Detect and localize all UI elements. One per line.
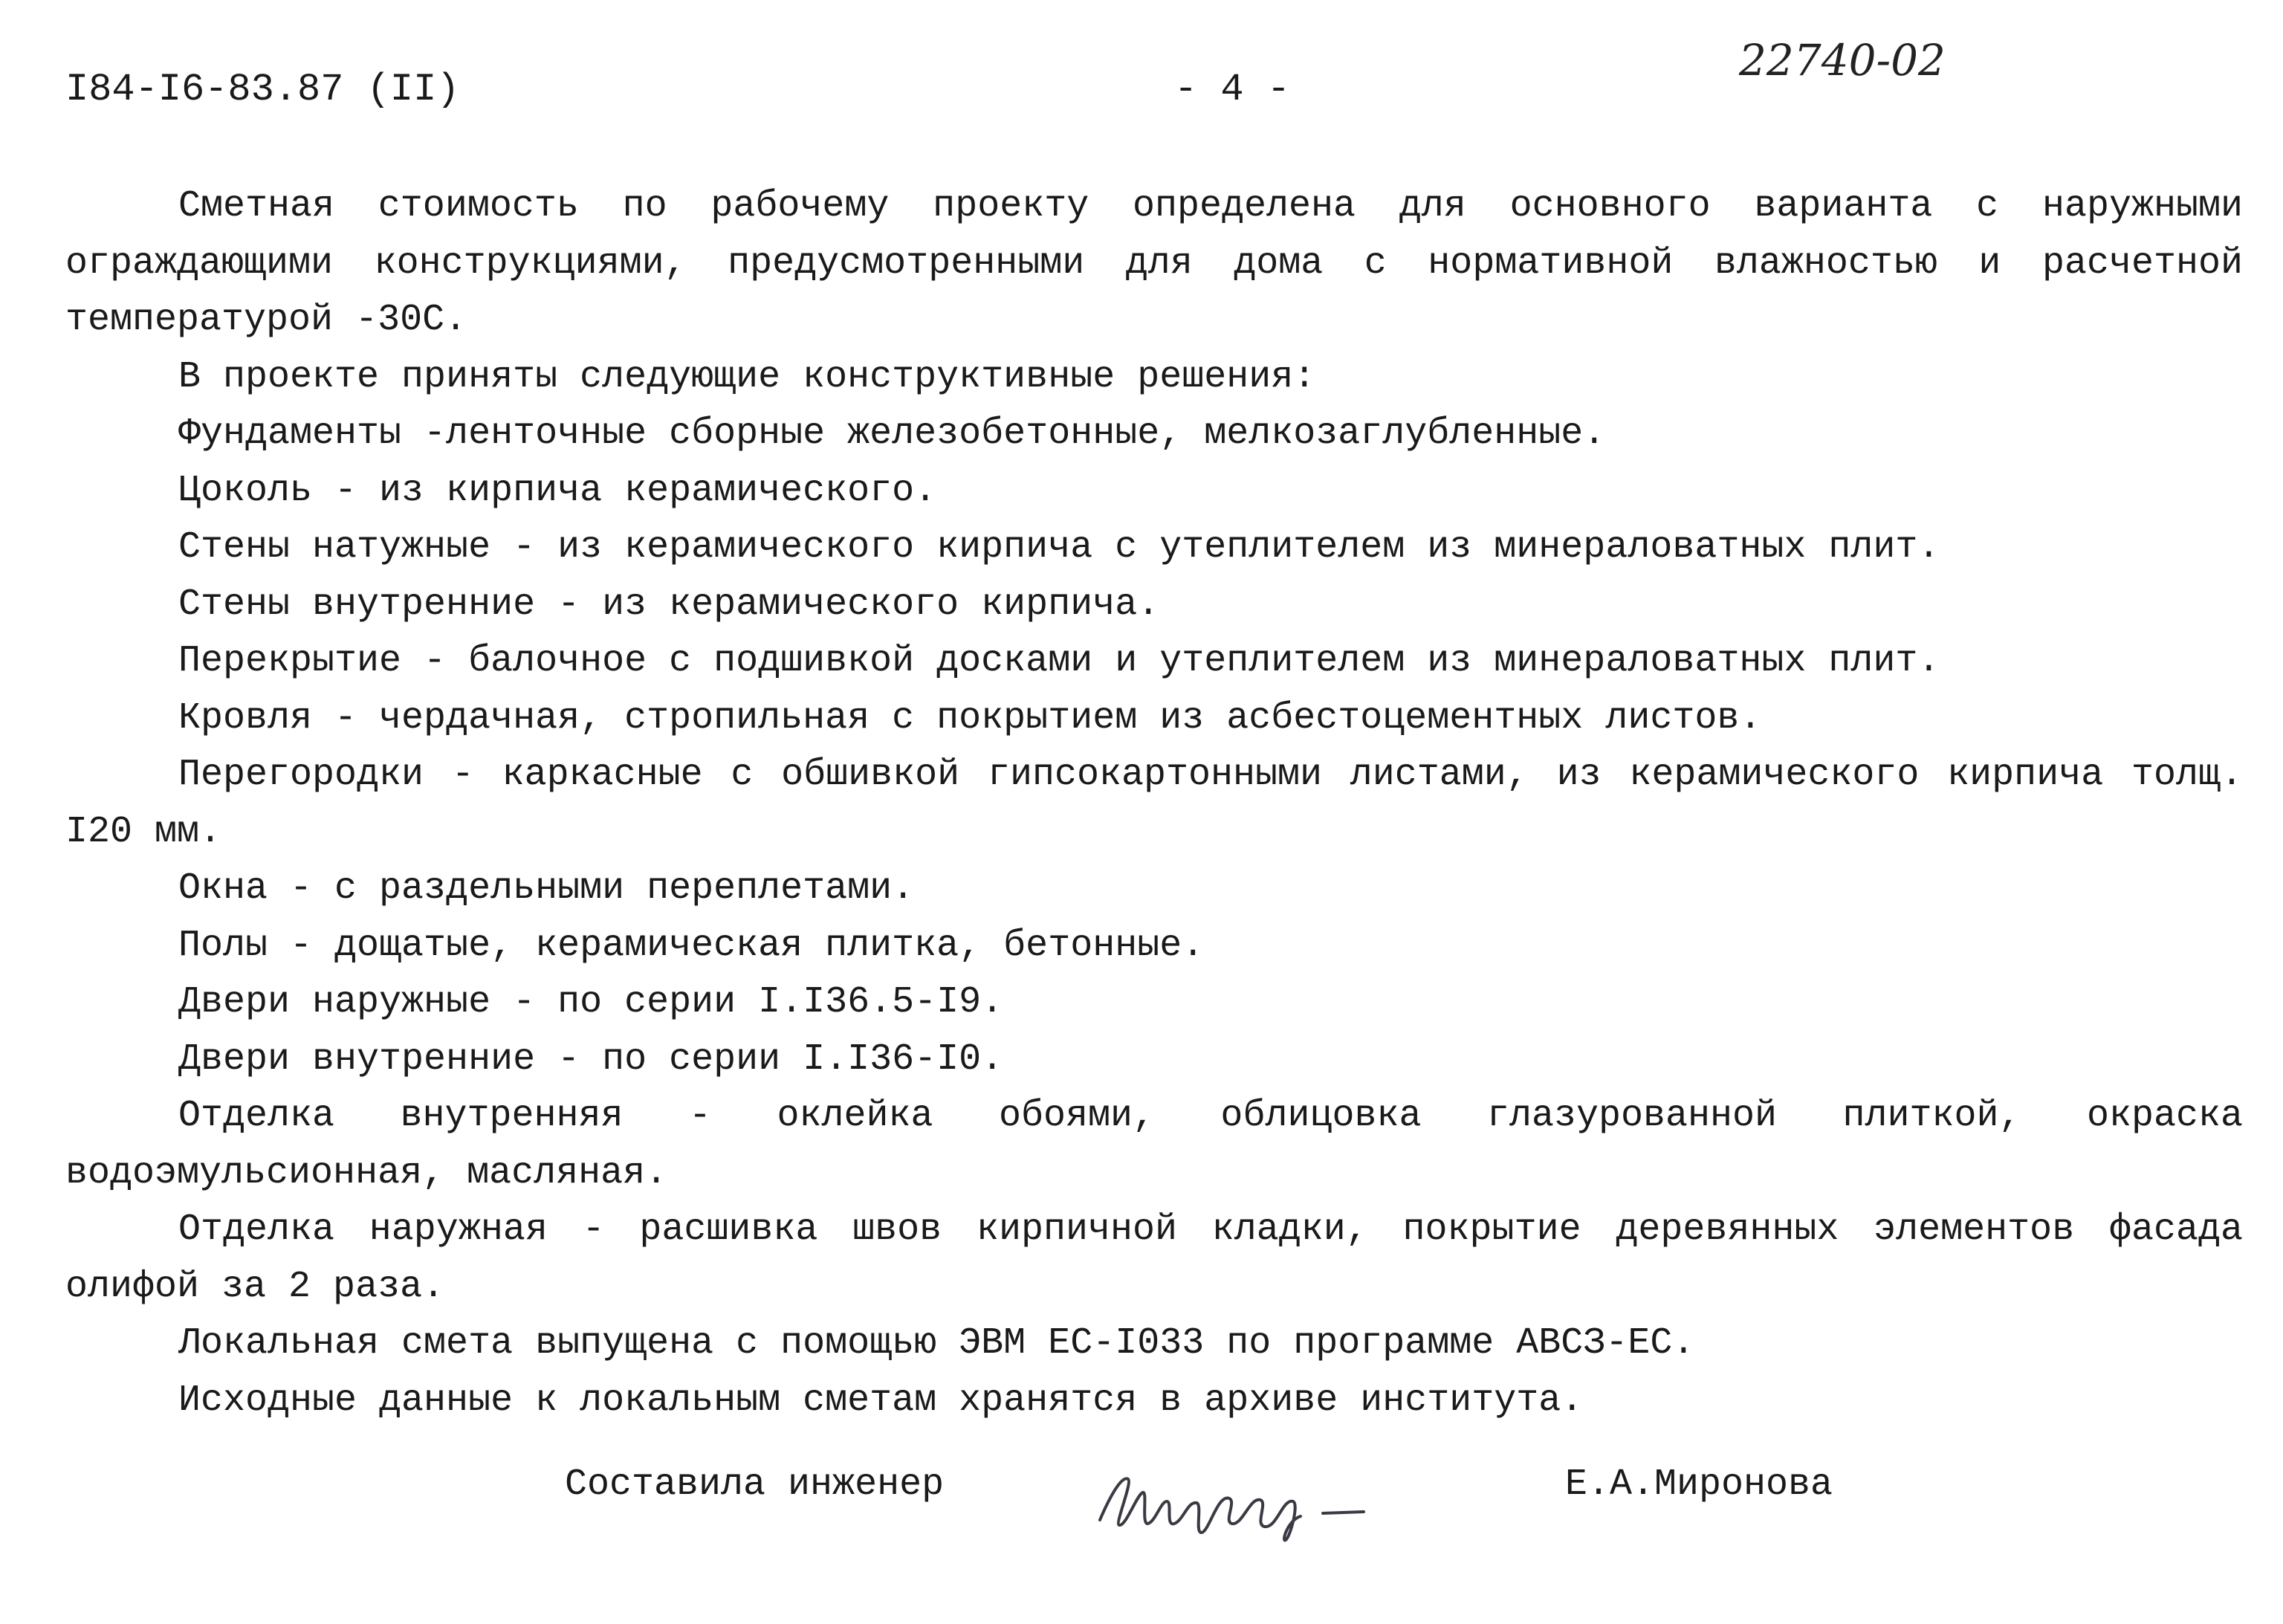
paragraph-inner-doors: Двери внутренние - по серии I.I36-I0. [178,1038,1004,1081]
signer-name: Е.А.Миронова [1565,1463,1833,1506]
paragraph-estimate-basis: Сметная стоимость по рабочему проекту определена для основного варианта с наружными ограждающими конструкциями, предусмотренными для дома с нормативной влажностью и расчетной температурой -30С. [65,185,2243,341]
page-number: - 4 - [1174,68,1291,111]
paragraph-exterior-finish: Отделка наружная - расшивка швов кирпичной кладки, покрытие деревянных элементов фасада олифой за 2 раза. [65,1209,2243,1308]
paragraph-partitions: Перегородки - каркасные с обшивкой гипсокартонными листами, из керамического кирпича толщ. I20 мм. [65,754,2243,853]
paragraph-roof: Кровля - чердачная, стропильная с покрытием из асбестоцементных листов. [178,696,1762,740]
paragraph-outer-doors: Двери наружные - по серии I.I36.5-I9. [178,981,1004,1023]
handwritten-number: 22740-02 [1739,35,1946,85]
document-body [65,178,2243,1429]
document-code: I84-I6-83.87 (II) [65,68,460,111]
paragraph-local-estimate: Локальная смета выпущена с помощью ЭВМ ЕС-I033 по программе АВСЗ-ЕС. [178,1322,1695,1365]
handwritten-signature [1070,1449,1405,1546]
paragraph-floor-slab: Перекрытие - балочное с подшивкой досками и утеплителем из минераловатных плит. [178,640,1940,682]
paragraph-inner-walls: Стены внутренние - из керамического кирпича. [178,583,1160,626]
paragraph-outer-walls: Стены натужные - из керамического кирпича с утеплителем из минераловатных плит. [178,526,1940,569]
paragraph-plinth: Цоколь - из кирпича керамического. [178,469,937,512]
paragraph-foundations: Фундаменты -ленточные сборные железобетонные, мелкозаглубленные. [178,413,1606,455]
paragraph-floors: Полы - дощатые, керамическая плитка, бетонные. [178,924,1205,967]
signature-label: Составила инженер [565,1463,945,1506]
paragraph-intro: В проекте приняты следующие конструктивные решения: [178,355,1316,398]
paragraph-windows: Окна - с раздельными переплетами. [178,867,915,910]
paragraph-interior-finish: Отделка внутренняя - оклейка обоями, облицовка глазурованной плиткой, окраска водоэмульсионная, масляная. [65,1095,2243,1194]
paragraph-source-data: Исходные данные к локальным сметам хранятся в архиве института. [178,1379,1584,1422]
